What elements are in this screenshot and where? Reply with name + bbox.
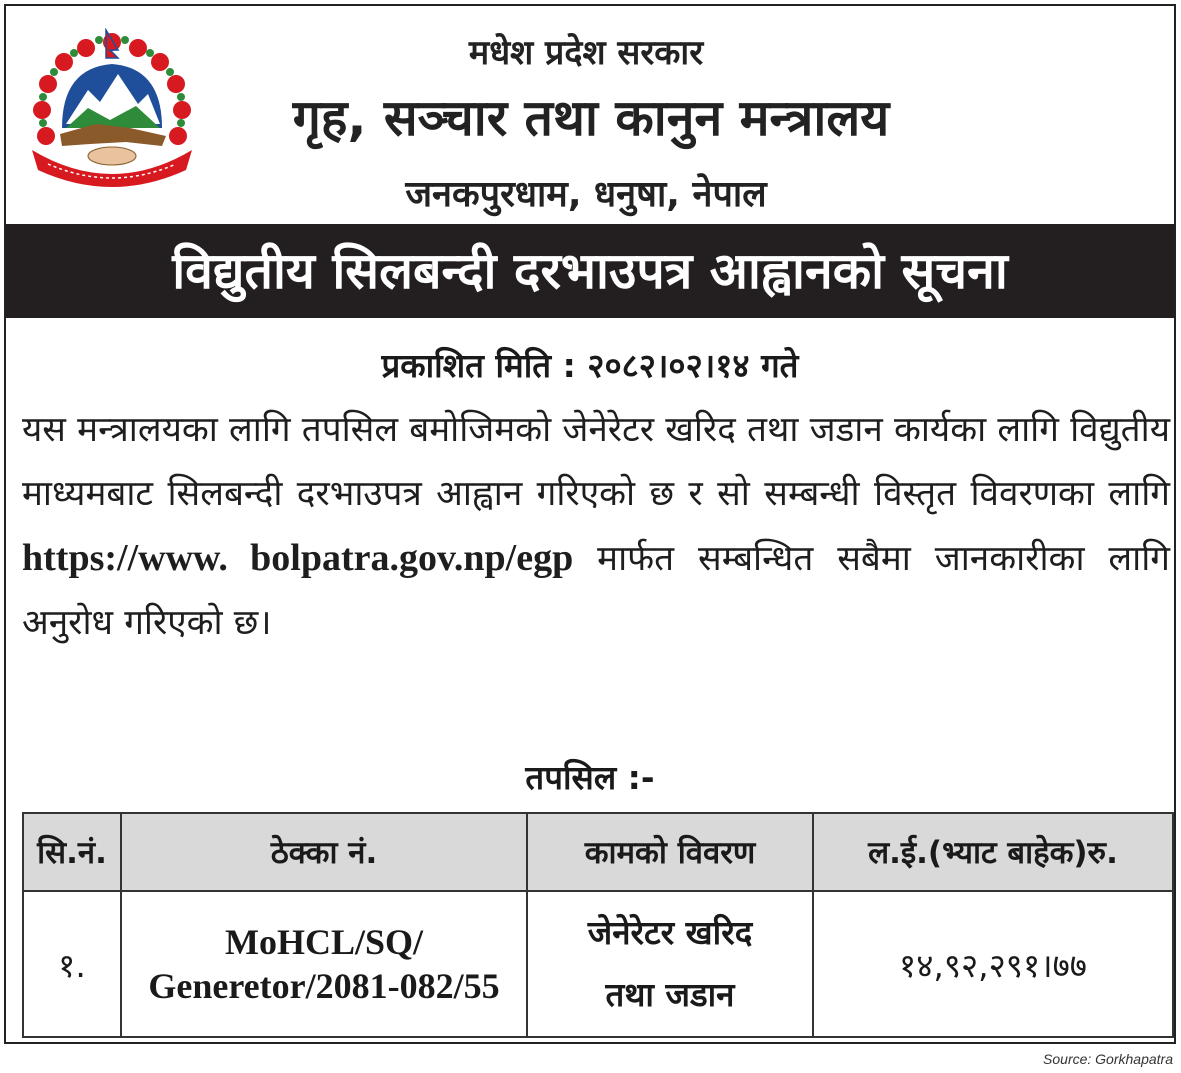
description-line-1: जेनेरेटर खरिद	[587, 913, 753, 952]
ministry-name: गृह, सञ्चार तथा कानुन मन्त्रालय	[292, 89, 890, 147]
contract-no-line-2: Generetor/2081-082/55	[148, 966, 500, 1006]
ministry-location: जनकपुरधाम, धनुषा, नेपाल	[405, 174, 767, 215]
table-header-row	[23, 813, 1173, 891]
details-heading: तपसिल :-	[525, 758, 655, 797]
contract-table	[22, 812, 1174, 1038]
header-work-description: कामको विवरण	[527, 813, 813, 891]
contract-no-line-1: MoHCL/SQ/	[224, 922, 424, 962]
source-credit: Source: Gorkhapatra	[1043, 1051, 1173, 1067]
header-serial-no: सि.नं.	[23, 813, 121, 891]
cell-work-description	[527, 891, 813, 1037]
body-text-intro: यस मन्त्रालयका लागि तपसिल बमोजिमको जेनेरेटर खरिद तथा जडान कार्यका लागि विद्युतीय माध्यमबाट सिलबन्दी दरभाउपत्र आह्वान गरिएको छ र सो सम्बन्धी विस्तृत विवरणका लागि	[22, 410, 1170, 514]
cell-cost-estimate: १४,९२,२९१।७७	[813, 891, 1173, 1037]
cell-serial-no: १.	[23, 891, 121, 1037]
header-contract-no: ठेक्का नं.	[121, 813, 527, 891]
nepal-emblem-icon	[26, 28, 198, 194]
egp-link[interactable]: https://www. bolpatra.gov.np/egp	[22, 537, 574, 579]
header-cost-estimate: ल.ई.(भ्याट बाहेक)रु.	[813, 813, 1173, 891]
notice-body	[22, 398, 1170, 655]
notice-title: विद्युतीय सिलबन्दी दरभाउपत्र आह्वानको सूचना	[6, 224, 1174, 318]
tender-notice	[4, 4, 1176, 1044]
cell-contract-no	[121, 891, 527, 1037]
state-government-name: मधेश प्रदेश सरकार	[468, 33, 704, 73]
body-text-closing: मार्फत सम्बन्धित सबैमा जानकारीका लागि अनुरोध गरिएको छ।	[22, 539, 1170, 643]
description-line-2: तथा जडान	[605, 975, 735, 1014]
published-date: प्रकाशित मिति : २०८२।०२।१४ गते	[381, 346, 799, 385]
table-row	[23, 891, 1173, 1037]
